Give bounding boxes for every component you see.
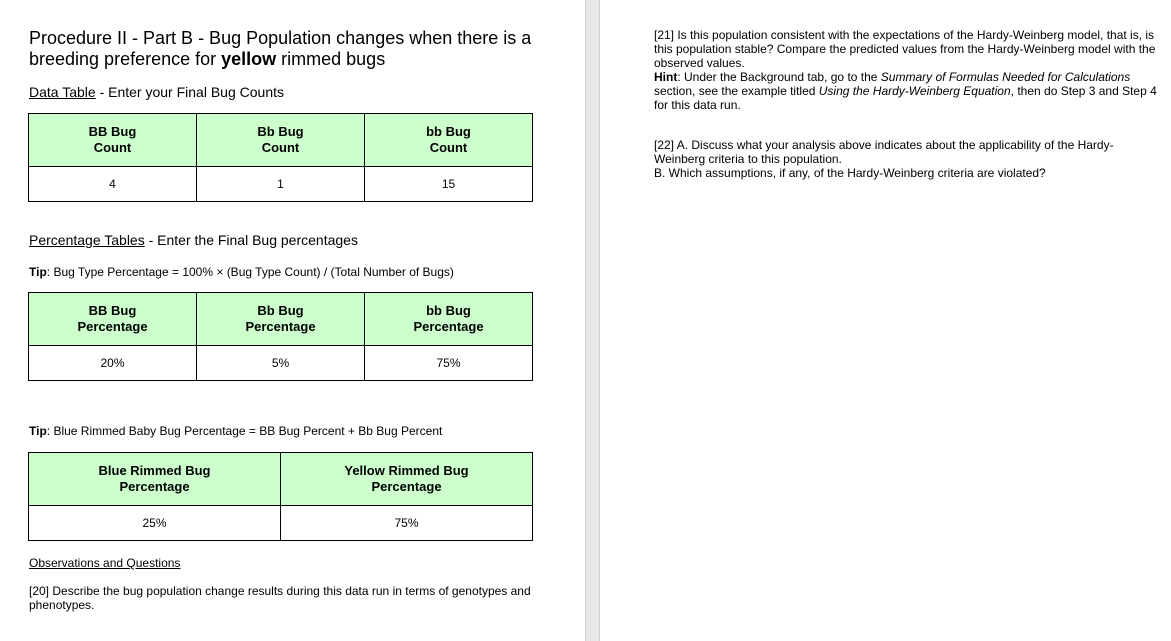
- cell-yellow-rimmed[interactable]: 75%: [281, 506, 533, 541]
- cell-bbl-count[interactable]: 15: [365, 167, 533, 202]
- table-header-row: [29, 453, 533, 506]
- bug-count-table: [28, 113, 533, 202]
- question-20: [20] Describe the bug population change results during this data run in terms of genotypes and phenotypes.: [29, 584, 531, 612]
- question-21: [21] Is this population consistent with the expectations of the Hardy-Weinberg model, that is, is this population stable? Compare the predicted values from the Hardy-Weinberg model with the observed values. Hint: Under the Background tab, go to the Summary of Formulas Needed for Calculations section, see the example titled Using the Hardy-Weinberg Equation, then do Step 3 and Step 4 for this data run.: [654, 28, 1157, 112]
- header-bbl-percentage: bb Bug Percentage: [365, 293, 533, 346]
- table-row: [29, 167, 533, 202]
- title-text-end: rimmed bugs: [276, 49, 386, 69]
- data-table-instruction: - Enter your Final Bug Counts: [95, 84, 284, 100]
- table-header-row: [29, 114, 533, 167]
- observations-heading: Observations and Questions: [29, 556, 181, 570]
- header-bb-percentage: BB Bug Percentage: [29, 293, 197, 346]
- tip-blue-rimmed-formula: Tip: Blue Rimmed Baby Bug Percentage = BB Bug Percent + Bb Bug Percent: [29, 424, 443, 438]
- percentage-tables-instruction: - Enter the Final Bug percentages: [144, 232, 358, 248]
- title-text: Procedure II - Part B - Bug Population changes when there is a breeding preference for: [29, 28, 532, 69]
- page-title: [29, 28, 569, 70]
- cell-Bb-percentage[interactable]: 5%: [197, 346, 365, 381]
- rim-color-table: [28, 452, 533, 541]
- percentage-tables-heading: [29, 232, 358, 248]
- header-Bb-percentage: Bb Bug Percentage: [197, 293, 365, 346]
- table-row: [29, 346, 533, 381]
- page-gutter: [585, 0, 600, 641]
- header-Bb-count: Bb Bug Count: [197, 114, 365, 167]
- tip-percentage-formula: Tip: Bug Type Percentage = 100% × (Bug Type Count) / (Total Number of Bugs): [29, 265, 454, 279]
- cell-bb-count[interactable]: 4: [29, 167, 197, 202]
- data-table-heading: [29, 84, 284, 100]
- cell-bbl-percentage[interactable]: 75%: [365, 346, 533, 381]
- header-bb-count: BB Bug Count: [29, 114, 197, 167]
- table-row: [29, 506, 533, 541]
- bug-percentage-table: [28, 292, 533, 381]
- data-table-label: Data Table: [29, 84, 96, 100]
- title-bold-text: yellow: [221, 49, 277, 69]
- cell-bb-percentage[interactable]: 20%: [29, 346, 197, 381]
- question-22: [22] A. Discuss what your analysis above indicates about the applicability of the Hardy-Weinberg criteria to this population. B. Which assumptions, if any, of the Hardy-Weinberg criteria are violated?: [654, 138, 1114, 180]
- table-header-row: [29, 293, 533, 346]
- header-yellow-rimmed: Yellow Rimmed Bug Percentage: [281, 453, 533, 506]
- header-bbl-count: bb Bug Count: [365, 114, 533, 167]
- right-page: [600, 0, 1171, 641]
- cell-Bb-count[interactable]: 1: [197, 167, 365, 202]
- percentage-tables-label: Percentage Tables: [29, 232, 145, 248]
- left-page: [0, 0, 585, 641]
- cell-blue-rimmed[interactable]: 25%: [29, 506, 281, 541]
- header-blue-rimmed: Blue Rimmed Bug Percentage: [29, 453, 281, 506]
- hint-label: Hint: [654, 70, 678, 84]
